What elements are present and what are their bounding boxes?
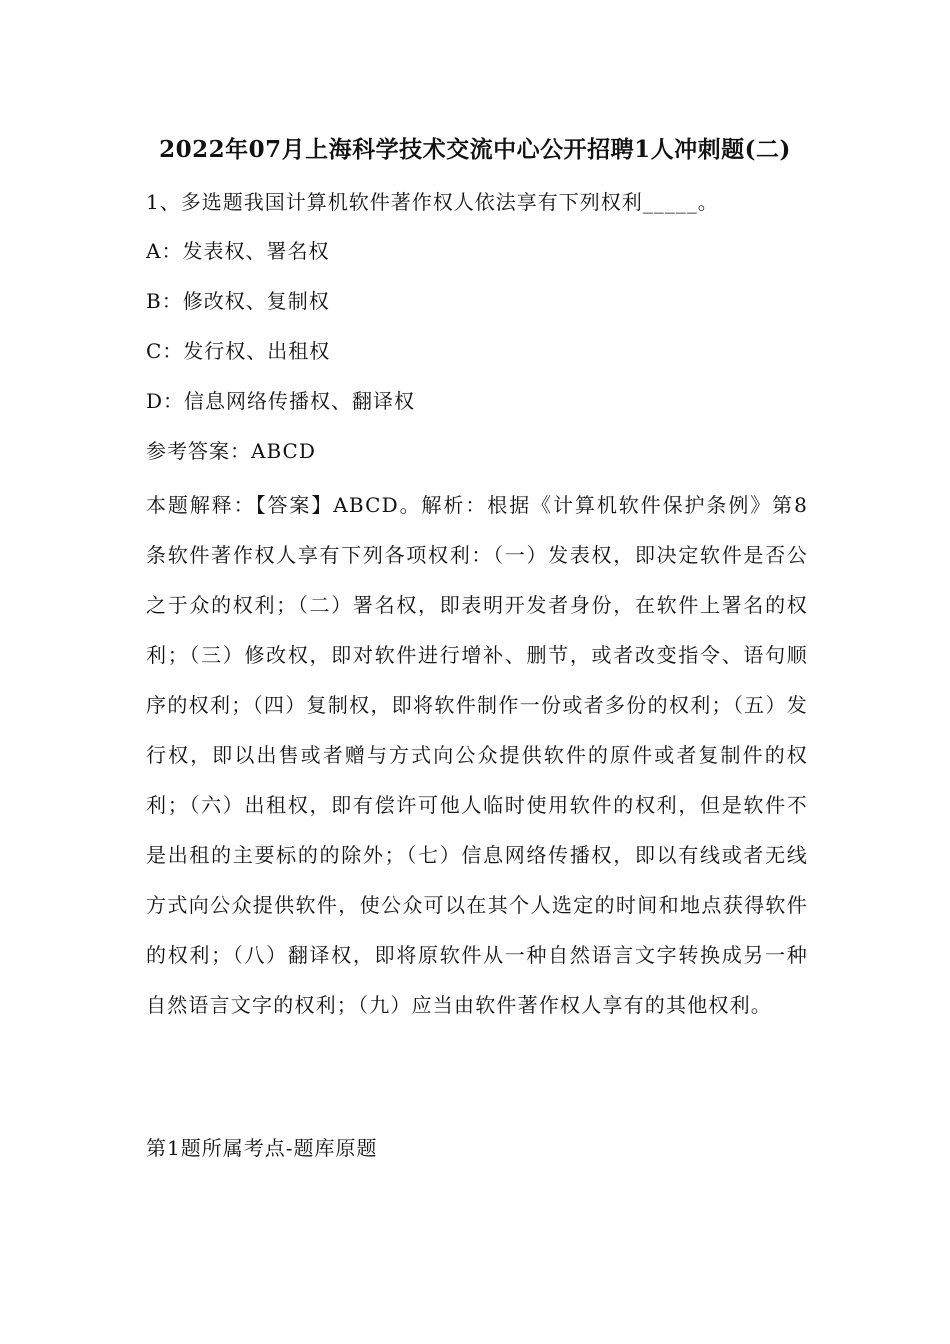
question-stem: 1、多选题我国计算机软件著作权人依法享有下列权利_____。 bbox=[146, 190, 719, 214]
option-b: B：修改权、复制权 bbox=[146, 289, 330, 313]
option-a: A：发表权、署名权 bbox=[146, 239, 330, 263]
answer-explanation: 本题解释：【答案】ABCD。解析：根据《计算机软件保护条例》第8条软件著作权人享有下列各项权利：（一）发表权，即决定软件是否公之于众的权利；（二）署名权，即表明开发者身份，在软件上署名的权利；（三）修改权，即对软件进行增补、删节，或者改变指令、语句顺序的权利；（四）复制权，即将软件制作一份或者多份的权利；（五）发行权，即以出售或者赠与方式向公众提供软件的原件或者复制件的权利；（六）出租权，即有偿许可他人临时使用软件的权利，但是软件不是出租的主要标的的除外；（七）信息网络传播权，即以有线或者无线方式向公众提供软件，使公众可以在其个人选定的时间和地点获得软件的权利；（八）翻译权，即将原软件从一种自然语言文字转换成另一种自然语言文字的权利；（九）应当由软件著作权人享有的其他权利。 bbox=[146, 493, 808, 1017]
reference-answer: 参考答案：ABCD bbox=[146, 439, 316, 463]
option-d: D：信息网络传播权、翻译权 bbox=[146, 389, 416, 413]
document-title: 2022年07月上海科学技术交流中心公开招聘1人冲刺题(二) bbox=[159, 136, 791, 163]
knowledge-point: 第1题所属考点-题库原题 bbox=[146, 1136, 378, 1160]
option-c: C：发行权、出租权 bbox=[146, 339, 331, 363]
